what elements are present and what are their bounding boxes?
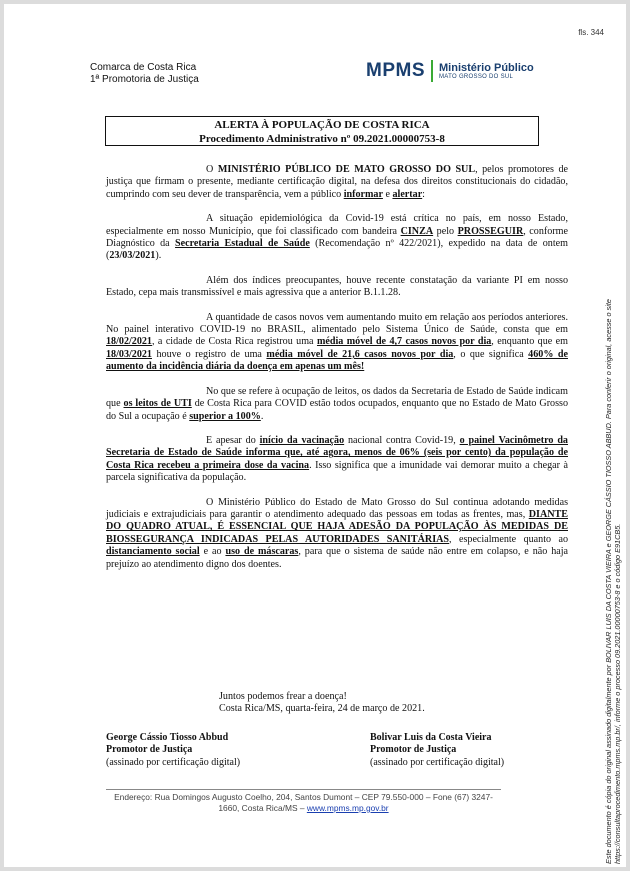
emphasis-text: os leitos de UTI bbox=[123, 398, 192, 410]
emphasis-text: média móvel de 21,6 casos novos por dia bbox=[266, 348, 454, 360]
paragraph-7 bbox=[106, 497, 568, 571]
body-text: , conforme Diagnóstico da bbox=[106, 225, 568, 250]
body-text: . Isso significa que a imunidade vai demorar muito a chegar à parcela significativa da população. bbox=[106, 459, 568, 484]
paragraph-2 bbox=[106, 213, 568, 263]
page-number: fls. 344 bbox=[578, 28, 604, 37]
document-body bbox=[106, 164, 568, 583]
body-text: E apesar do bbox=[206, 434, 260, 446]
body-text: , para que o sistema de saúde não entre em colapso, e não haja prejuízo ao atendimento digno dos doentes. bbox=[106, 546, 569, 570]
footer-address bbox=[106, 789, 501, 814]
emphasis-text: distanciamento social bbox=[106, 546, 200, 558]
emphasis-text: alertar bbox=[392, 188, 423, 200]
emphasis-text: 18/02/2021 bbox=[106, 336, 152, 348]
body-text: de Costa Rica para COVID estão todos ocupados, enquanto que no Estado de Mato Grosso do Sul a ocupação é bbox=[106, 398, 569, 422]
paragraph-5 bbox=[106, 386, 568, 423]
emphasis-text: média móvel de 4,7 casos novos por dia bbox=[316, 336, 492, 348]
document-title: ALERTA À POPULAÇÃO DE COSTA RICA bbox=[214, 119, 430, 131]
body-text: Além dos índices preocupantes, houve recente constatação da variante PI em nosso Estado, cepa mais transmissível e mais agressiva que a anterior B.1.1.28. bbox=[106, 274, 568, 299]
emphasis-text: Secretaria Estadual de Saúde bbox=[175, 238, 310, 250]
body-text: e bbox=[382, 188, 393, 200]
body-text: (Recomendação nº 422/2021), expedido na data de ontem ( bbox=[106, 238, 568, 262]
signer-role: Promotor de Justiça bbox=[370, 744, 457, 756]
emphasis-text: o painel Vacinômetro da Secretaria de Estado de Saúde informa que, até agora, menos de 06% (seis por cento) da população de Costa Rica recebeu a primeira dose da vacina bbox=[106, 434, 568, 471]
signature-block-2 bbox=[370, 732, 504, 769]
emphasis-text: MINISTÉRIO PÚBLICO DE MATO GROSSO DO SUL bbox=[217, 164, 476, 175]
body-text: , a cidade de Costa Rica registrou uma bbox=[151, 336, 317, 348]
signer-name: Bolivar Luis da Costa Vieira bbox=[370, 732, 492, 743]
emphasis-text: CINZA bbox=[400, 225, 434, 237]
comarca-label: Comarca de Costa Rica bbox=[90, 62, 197, 73]
body-text: A quantidade de casos novos vem aumentando muito em relação aos períodos anteriores. No painel interativo COVID-19 no BRASIL, alimentado pelo Sistema Único de Saúde, consta que em bbox=[106, 311, 568, 336]
paragraph-1 bbox=[106, 164, 568, 201]
body-text: A situação epidemiológica da Covid-19 está crítica no país, em nosso Estado, especialmente em nosso Município, que foi classificado com bandeira bbox=[106, 213, 568, 237]
body-text: nacional contra Covid-19, bbox=[344, 434, 460, 446]
emphasis-text: informar bbox=[343, 188, 383, 200]
side-note-line-1: Este documento é cópia do original assinado digitalmente por BOLIVAR LUIS DA COSTA VIEIRA e GEORGE CÁSSIO TIOSSO ABBUD. Para conferir o original, acesse o site bbox=[604, 299, 613, 864]
promotoria-label: 1ª Promotoria de Justiça bbox=[90, 74, 199, 85]
side-authentication-note bbox=[604, 184, 622, 864]
emphasis-text: DIANTE DO QUADRO ATUAL, É ESSENCIAL QUE HAJA ADESÃO DA POPULAÇÃO ÀS MEDIDAS DE BIOSSEGURANÇA INDICADAS PELAS AUTORIDADES SANITÁRIAS bbox=[106, 508, 568, 545]
body-text: e ao bbox=[199, 546, 226, 558]
body-text: : bbox=[422, 188, 425, 200]
body-text: . bbox=[260, 410, 264, 422]
paragraph-4 bbox=[106, 312, 568, 374]
logo-mark: MPMS bbox=[366, 60, 425, 81]
paragraph-6 bbox=[106, 435, 568, 485]
side-note-line-2: https://consultaprocedimento.mpms.mp.br/, informe o processo 09.2021.00000753-8 e o código E91CB5. bbox=[613, 523, 622, 864]
procedure-number: Procedimento Administrativo nº 09.2021.00000753-8 bbox=[199, 133, 445, 145]
emphasis-text: superior a 100% bbox=[189, 410, 261, 422]
header-issuer bbox=[90, 62, 199, 86]
signer-role: Promotor de Justiça bbox=[106, 744, 193, 756]
logo-divider bbox=[431, 60, 433, 82]
closing-slogan: Juntos podemos frear a doença! bbox=[219, 691, 347, 702]
signature-block-1 bbox=[106, 732, 240, 769]
emphasis-text: 23/03/2021 bbox=[109, 250, 156, 262]
emphasis-text: 460% de aumento da incidência diária da doença em apenas um mês! bbox=[106, 348, 568, 373]
closing-date: Costa Rica/MS, quarta-feira, 24 de março de 2021. bbox=[219, 703, 425, 715]
title-box bbox=[105, 116, 539, 146]
emphasis-text: uso de máscaras bbox=[225, 546, 299, 558]
body-text: No que se refere à ocupação de leitos, os dados da Secretaria de Estado de Saúde indicam que bbox=[106, 385, 568, 410]
signer-name: George Cássio Tiosso Abbud bbox=[106, 732, 229, 743]
signer-note: (assinado por certificação digital) bbox=[370, 756, 505, 768]
mpms-logo bbox=[366, 60, 534, 82]
signer-note: (assinado por certificação digital) bbox=[106, 756, 241, 768]
body-text: , enquanto que em bbox=[491, 336, 568, 348]
document-page bbox=[4, 4, 626, 867]
body-text: pelo bbox=[433, 225, 458, 237]
logo-subtitle: MATO GROSSO DO SUL bbox=[439, 74, 514, 80]
body-text: O bbox=[206, 164, 218, 175]
body-text: O Ministério Público do Estado de Mato Grosso do Sul continua adotando medidas judiciais e extrajudiciais para garantir o atendimento adequado das pessoas em todas as frentes, mas, bbox=[106, 496, 568, 520]
emphasis-text: 18/03/2021 bbox=[106, 348, 152, 360]
website-link[interactable]: www.mpms.mp.gov.br bbox=[306, 803, 389, 813]
emphasis-text: início da vacinação bbox=[259, 434, 345, 446]
body-text: , pelos promotores de justiça que firmam o presente, mediante certificação digital, na defesa dos direitos constitucionais do cidadão, cumprindo com seu dever de transparência, vem a público bbox=[106, 164, 568, 200]
paragraph-3 bbox=[106, 275, 568, 300]
body-text: , especialmente quanto ao bbox=[449, 533, 568, 545]
address-text: Endereço: Rua Domingos Augusto Coelho, 204, Santos Dumont – CEP 79.550-000 – Fone (67) 3247-1660, Costa Rica/MS – bbox=[114, 792, 493, 813]
emphasis-text: PROSSEGUIR bbox=[457, 225, 524, 237]
body-text: ). bbox=[155, 250, 162, 262]
closing bbox=[219, 691, 425, 716]
logo-title: Ministério Público bbox=[439, 62, 534, 74]
body-text: houve o registro de uma bbox=[151, 348, 267, 360]
body-text: , o que significa bbox=[453, 348, 529, 360]
